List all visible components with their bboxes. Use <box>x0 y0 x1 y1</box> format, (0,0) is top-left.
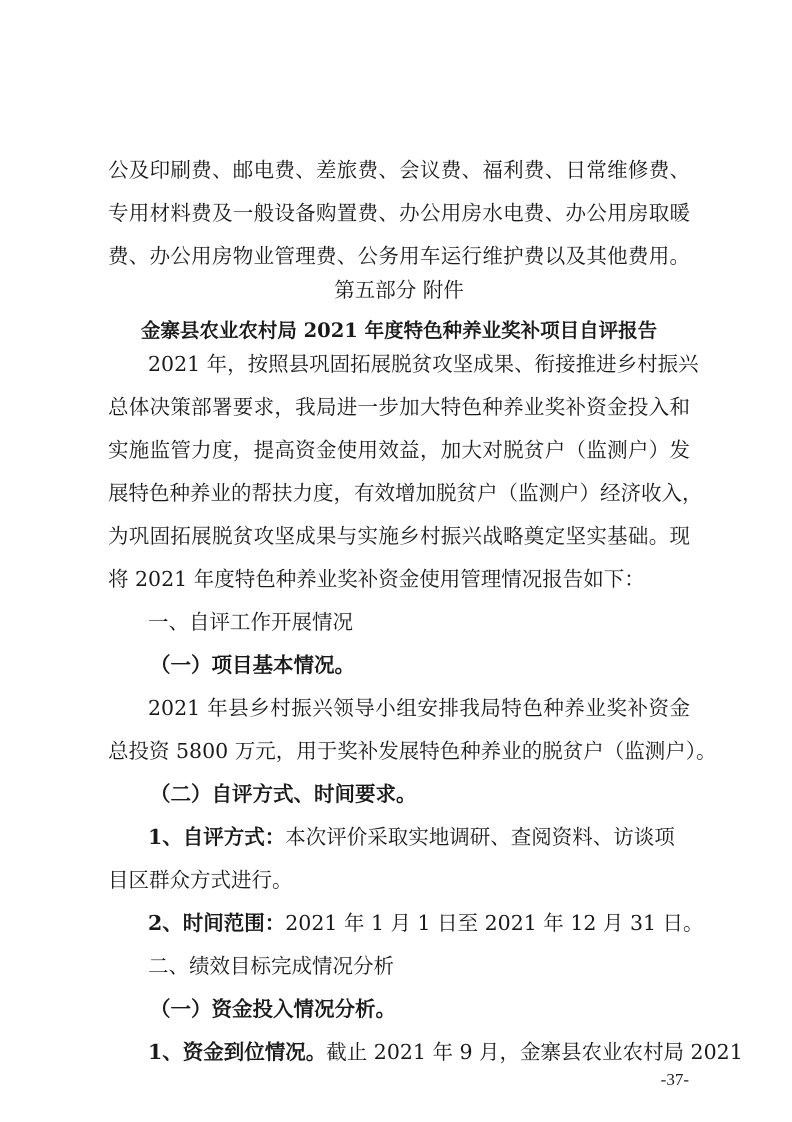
part-heading: 第五部分 附件 <box>334 278 464 302</box>
body-line: 公及印刷费、邮电费、差旅费、会议费、福利费、日常维修费、 <box>108 158 690 182</box>
page-number: -37- <box>660 1070 689 1089</box>
item-text: 本次评价采取实地调研、查阅资料、访谈项 <box>285 825 675 849</box>
item-label: 2、时间范围： <box>148 911 286 935</box>
intro-line: 实施监管力度，提高资金使用效益，加大对脱贫户（监测户）发 <box>108 438 690 462</box>
sub1-body-line: 2021 年县乡村振兴领导小组安排我局特色种养业奖补资金 <box>148 696 690 720</box>
report-title: 金寨县农业农村局 2021 年度特色种养业奖补项目自评报告 <box>140 319 658 342</box>
item-time-range <box>148 905 704 941</box>
intro-line: 为巩固拓展脱贫攻坚成果与实施乡村振兴战略奠定坚实基础。现 <box>108 524 690 548</box>
item-evaluation-method <box>148 819 690 855</box>
section-heading-2: 二、绩效目标完成情况分析 <box>148 954 394 978</box>
item-label: 1、自评方式： <box>148 825 286 849</box>
item-continuation: 目区群众方式进行。 <box>108 868 293 892</box>
sub1-body-line: 总投资 5800 万元，用于奖补发展特色种养业的脱贫户（监测户）。 <box>108 739 717 763</box>
body-line: 专用材料费及一般设备购置费、办公用房水电费、办公用房取暖 <box>108 201 690 225</box>
item-text: 2021 年 1 月 1 日至 2021 年 12 月 31 日。 <box>285 911 704 935</box>
intro-line: 2021 年，按照县巩固拓展脱贫攻坚成果、衔接推进乡村振兴 <box>148 352 699 376</box>
item-label: 1、资金到位情况。 <box>148 1040 327 1064</box>
intro-line: 将 2021 年度特色种养业奖补资金使用管理情况报告如下： <box>108 567 645 591</box>
item-text: 截止 2021 年 9 月，金寨县农业农村局 2021 <box>326 1040 743 1064</box>
subsection-heading-2: （二）自评方式、时间要求。 <box>150 782 417 806</box>
body-line: 费、办公用房物业管理费、公务用车运行维护费以及其他费用。 <box>108 244 690 268</box>
item-funding <box>148 1034 743 1070</box>
section-heading-1: 一、自评工作开展情况 <box>148 610 353 634</box>
subsection-heading-3: （一）资金投入情况分析。 <box>150 997 396 1021</box>
intro-line: 展特色种养业的帮扶力度，有效增加脱贫户（监测户）经济收入， <box>108 481 703 505</box>
subsection-heading-1: （一）项目基本情况。 <box>150 653 355 677</box>
intro-line: 总体决策部署要求，我局进一步加大特色种养业奖补资金投入和 <box>108 395 690 419</box>
